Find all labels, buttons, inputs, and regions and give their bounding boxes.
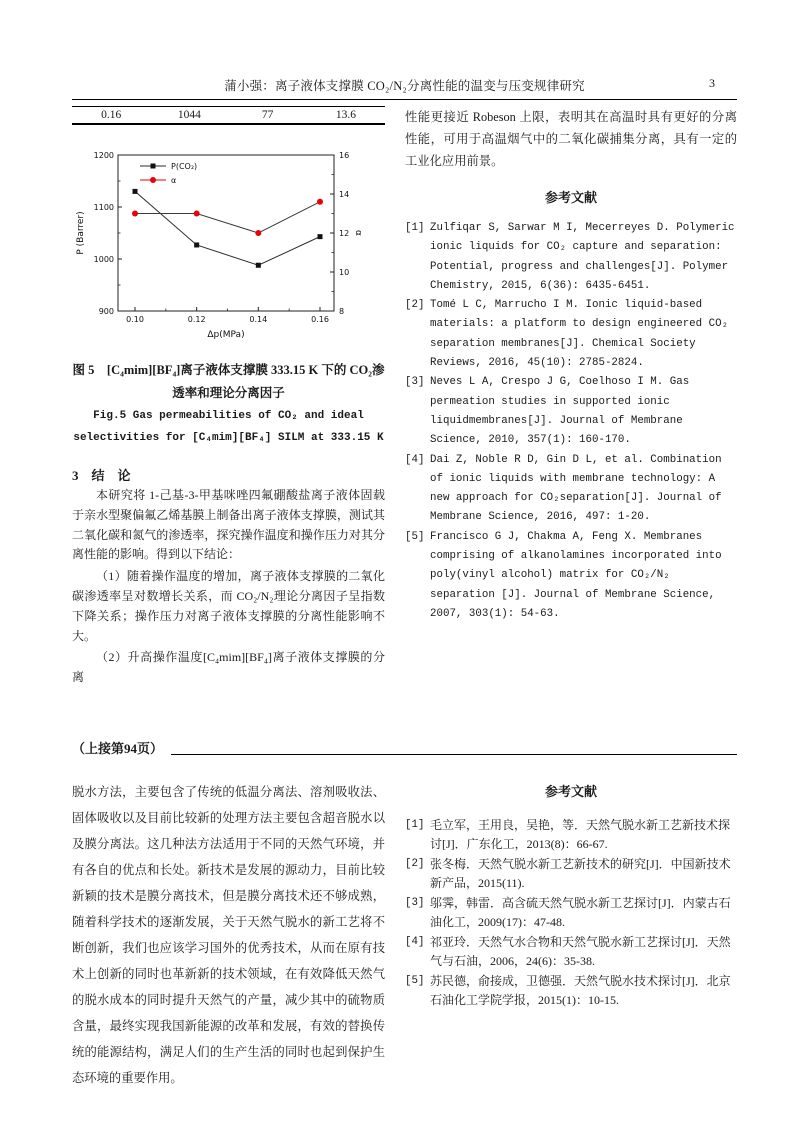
- svg-text:1000: 1000: [93, 255, 114, 264]
- reference-text: Dai Z, Noble R D, Gin D L, et al. Combination of ionic liquids with membrane technology: A new approach for CO₂separation[J]. Journal of Membrane Science, 2016, 497: 1-20.: [430, 453, 722, 524]
- reference-text: 张冬梅．天然气脱水新工艺新技术的研究[J]．中国新技术新产品，2015(11).: [430, 857, 731, 890]
- conclusion-paragraph-2: （1）随着操作温度的增加，离子液体支撑膜的二氧化碳渗透率呈对数增长关系，而 CO₂/N₂理论分离因子呈指数下降关系；操作压力对离子液体支撑膜的分离性能影响不大。: [72, 569, 385, 643]
- references-list: [405, 219, 737, 624]
- svg-text:P(CO₂): P(CO₂): [171, 162, 198, 171]
- continuation-right-column: [405, 779, 737, 1091]
- svg-text:Δp(MPa): Δp(MPa): [207, 330, 245, 340]
- reference-text: Neves L A, Crespo J G, Coelhoso I M. Gas permeation studies in supported ionic liquidmembranes[J]. Journal of Membrane Science, 2010, 357(1): 160-170.: [430, 376, 690, 447]
- svg-text:α: α: [171, 176, 177, 185]
- references-heading: 参考文献: [544, 190, 597, 205]
- conclusion-paragraph-1: 本研究将 1-己基-3-甲基咪唑四氟硼酸盐离子液体固载于亲水型聚偏氟乙烯基膜上制备出离子液体支撑膜，测试其二氧化碳和氮气的渗透率，探究操作温度和操作压力对其分离性能的影响。得到以下结论：: [72, 488, 385, 562]
- reference-item: [405, 451, 737, 528]
- reference-item: [405, 933, 737, 971]
- reference-label: [5]: [405, 975, 425, 987]
- continuation-references-list: [405, 816, 737, 1010]
- continuation-section: [72, 738, 737, 1091]
- reference-label: [2]: [405, 858, 425, 870]
- figure5-caption-en: Fig.5 Gas permeabilities of CO₂ and ideal selectivities for [C₄mim][BF₄] SILM at 333.15 K: [73, 410, 384, 444]
- table-cell: 13.6: [335, 109, 356, 121]
- svg-text:16: 16: [339, 151, 350, 160]
- right-column: [405, 106, 737, 688]
- reference-item: [405, 219, 737, 296]
- svg-text:α: α: [353, 230, 363, 236]
- continuation-rule: [171, 754, 737, 755]
- svg-text:12: 12: [339, 229, 350, 238]
- svg-text:14: 14: [339, 190, 350, 199]
- reference-text: Francisco G J, Chakma A, Feng X. Membranes comprising of alkanolamines incorporated into poly(vinyl alcohol) matrix for CO₂/N₂ separation [J]. Journal of Membrane Science, 2007, 303(1): 54-63.: [430, 530, 722, 620]
- page-number: 3: [709, 76, 715, 90]
- conclusion-paragraph-3: （2）升高操作温度[C₄mim][BF₄]离子液体支撑膜的分离: [72, 650, 385, 685]
- svg-text:1200: 1200: [93, 151, 114, 160]
- reference-item: [405, 296, 737, 373]
- figure5-chart: [72, 134, 380, 348]
- table-fragment-row: [72, 106, 385, 125]
- svg-text:0.16: 0.16: [311, 315, 329, 324]
- continuation-columns: [72, 779, 737, 1091]
- reference-label: [5]: [405, 530, 425, 543]
- reference-text: 邬霁，韩雷．高含硫天然气脱水新工艺探讨[J]．内蒙古石油化工，2009(17)：47-48.: [430, 896, 731, 929]
- reference-text: Zulfiqar S, Sarwar M I, Mecerreyes D. Polymeric ionic liquids for CO₂ capture and separation: Potential, progress and challenges[J]. Polymer Chemistry, 2015, 6(36): 6435-6451.: [430, 222, 735, 292]
- svg-text:900: 900: [98, 307, 114, 316]
- header-rule: [72, 99, 737, 100]
- svg-text:1100: 1100: [93, 203, 114, 212]
- reference-label: [4]: [405, 453, 425, 466]
- svg-text:0.12: 0.12: [187, 315, 206, 324]
- reference-text: Tomé L C, Marrucho I M. Ionic liquid-based materials: a platform to design engineered CO₂ separation membranes[J]. Chemical Society Reviews, 2016, 45(10): 2785-2824.: [430, 299, 729, 370]
- running-title: 蒲小强：离子液体支撑膜 CO₂/N₂分离性能的温变与压变规律研究: [224, 79, 585, 93]
- figure5: [72, 134, 385, 353]
- continuation-note-row: [72, 738, 737, 757]
- lead-paragraph: 性能更接近 Robeson 上限，表明其在高温时具有更好的分离性能，可用于高温烟气中的二氧化碳捕集分离，具有一定的工业化应用前景。: [405, 110, 737, 168]
- reference-label: [3]: [405, 897, 425, 909]
- svg-text:8: 8: [339, 307, 345, 316]
- svg-text:0.10: 0.10: [126, 315, 144, 324]
- table-cell: 77: [261, 109, 274, 121]
- page-header: [72, 76, 737, 100]
- reference-item: [405, 972, 737, 1010]
- reference-label: [3]: [405, 376, 425, 389]
- continuation-paragraph: 脱水方法，主要包含了传统的低温分离法、溶剂吸收法、固体吸收以及目前比较新的处理方法主要包含超音脱水以及膜分离法。这几种法方法适用于不同的天然气环境，并有各自的优点和长处。新技术是发展的源动力，目前比较新颖的技术是膜分离技术，但是膜分离技术还不够成熟，随着科学技术的逐渐发展，关于天然气脱水的新工艺将不断创新，我们也应该学习国外的优秀技术，从而在原有技术上创新的同时也革新新的技术领域，在有效降低天然气的脱水成本的同时提升天然气的产量，减少其中的硫物质含量，最终实现我国新能源的改革和发展，有效的替换传统的能源结构，满足人们的生产生活的同时也起到保护生态环境的重要作用。: [72, 785, 385, 1085]
- left-column: [72, 106, 385, 688]
- reference-text: 祁亚玲．天然气水合物和天然气脱水新工艺探讨[J]．天然气与石油，2006，24(6)：35-38.: [430, 935, 731, 968]
- reference-item: [405, 855, 737, 893]
- figure5-caption-zh: 图 5 [C₄mim][BF₄]离子液体支撑膜 333.15 K 下的 CO₂渗透率和理论分离因子: [72, 363, 385, 400]
- svg-text:10: 10: [339, 268, 350, 277]
- reference-item: [405, 528, 737, 624]
- table-cell: 0.16: [101, 109, 122, 121]
- reference-item: [405, 816, 737, 854]
- continuation-references-heading: 参考文献: [544, 784, 597, 799]
- reference-text: 苏民德，俞接成，卫德强．天然气脱水技术探讨[J]．北京石油化工学院学报，2015(1)：10-15.: [430, 974, 731, 1007]
- reference-text: 毛立军，王用良，吴艳，等．天然气脱水新工艺新技术探讨[J]．广东化工，2013(8)：66-67.: [430, 818, 731, 851]
- main-columns: [72, 106, 737, 688]
- svg-text:0.14: 0.14: [249, 315, 268, 324]
- reference-label: [1]: [405, 222, 425, 234]
- continuation-note: （上接第94页）: [72, 741, 164, 756]
- reference-label: [1]: [405, 819, 425, 831]
- conclusion-heading: 3 结 论: [72, 468, 131, 483]
- table-cell: 1044: [177, 109, 201, 121]
- reference-label: [2]: [405, 299, 425, 312]
- reference-item: [405, 373, 737, 450]
- reference-label: [4]: [405, 936, 425, 948]
- reference-item: [405, 894, 737, 932]
- svg-text:P (Barrer): P (Barrer): [76, 211, 86, 255]
